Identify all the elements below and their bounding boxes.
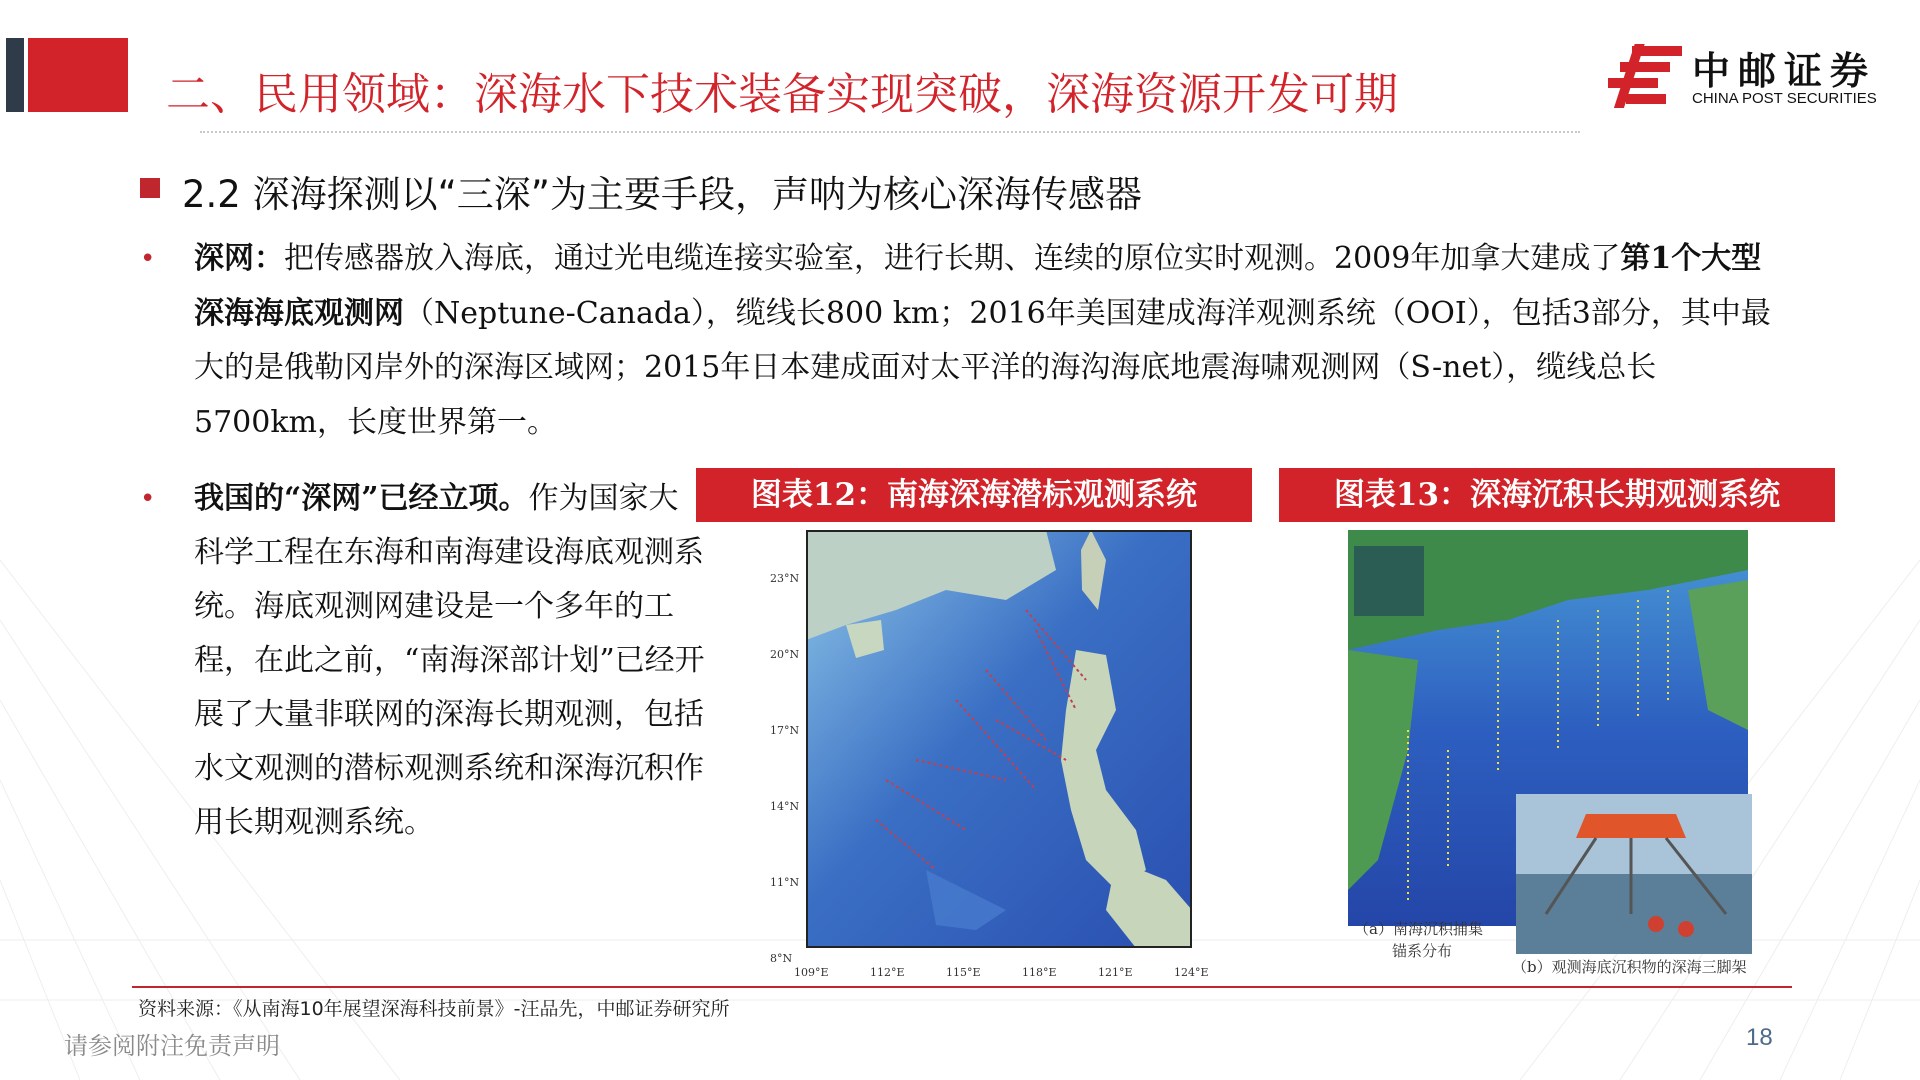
- figure-13a-label-line1: （a）南海沉积捕集: [1354, 920, 1483, 938]
- disclaimer-text: 请参阅附注免责声明: [64, 1032, 280, 1060]
- bullet-china-network: [194, 472, 706, 850]
- logo-mark-icon: [1606, 40, 1686, 112]
- lon-tick: 124°E: [1174, 966, 1209, 978]
- bullet-bold-text: 第1个大型深海海底观测网: [194, 241, 1762, 331]
- lon-tick: 109°E: [794, 966, 829, 978]
- section-marker: [140, 178, 160, 198]
- bullet-text: （Neptune-Canada），缆线长800 km；2016年美国建成海洋观测系统（OOI），包括3部分，其中最大的是俄勒冈岸外的深海区域网；2015年日本建成面对太平洋的海沟海底地震海啸观测网（S-net），缆线总长5700km，长度世界第一。: [194, 295, 1771, 440]
- bullet-dot: •: [140, 244, 156, 274]
- figure-13b-label: （b）观测海底沉积物的深海三脚架: [1512, 958, 1747, 976]
- seabed-tripod-photo: [1516, 794, 1752, 954]
- section-heading: 2.2 深海探测以“三深”为主要手段，声呐为核心深海传感器: [182, 173, 1142, 216]
- header-accent-bar: [6, 38, 24, 112]
- lat-tick: 8°N: [770, 952, 793, 965]
- lon-tick: 118°E: [1022, 966, 1057, 978]
- lon-tick: 115°E: [946, 966, 981, 978]
- lat-tick: 20°N: [770, 648, 800, 661]
- page-title: 二、民用领域：深海水下技术装备实现突破，深海资源开发可期: [166, 69, 1398, 120]
- lat-tick: 11°N: [770, 876, 800, 889]
- bullet-lead: 深网：: [194, 241, 284, 276]
- figure-13-caption: 图表13：深海沉积长期观测系统: [1279, 468, 1835, 522]
- company-logo: [1606, 40, 1896, 112]
- figure-12-axes: [760, 566, 1230, 978]
- lon-tick: 121°E: [1098, 966, 1133, 978]
- bullet-lead: 我国的“深网”已经立项。: [194, 481, 529, 516]
- bullet-text: 把传感器放入海底，通过光电缆连接实验室，进行长期、连续的原位实时观测。2009年加拿大建成了: [284, 241, 1621, 276]
- source-divider: [132, 986, 1792, 988]
- header-divider: [200, 131, 1580, 133]
- bullet-text: 作为国家大科学工程在东海和南海建设海底观测系统。海底观测网建设是一个多年的工程，在此之前，“南海深部计划”已经开展了大量非联网的深海长期观测，包括水文观测的潜标观测系统和深海沉积作用长期观测系统。: [194, 481, 705, 840]
- lat-tick: 23°N: [770, 572, 800, 585]
- page-number: 18: [1746, 1024, 1773, 1051]
- header-red-block: [28, 38, 128, 112]
- logo-english-name: CHINA POST SECURITIES: [1692, 90, 1877, 107]
- bullet-deep-network: [194, 232, 1784, 450]
- bullet-dot: •: [140, 484, 156, 514]
- figure-13a-label-line2: 锚系分布: [1392, 942, 1453, 960]
- logo-chinese-name: 中邮证券: [1692, 49, 1877, 93]
- source-note: 资料来源：《从南海10年展望深海科技前景》-汪品先，中邮证券研究所: [138, 998, 730, 1020]
- lat-tick: 14°N: [770, 800, 800, 813]
- lat-tick: 17°N: [770, 724, 800, 737]
- lon-tick: 112°E: [870, 966, 905, 978]
- figure-12-caption: 图表12：南海深海潜标观测系统: [696, 468, 1252, 522]
